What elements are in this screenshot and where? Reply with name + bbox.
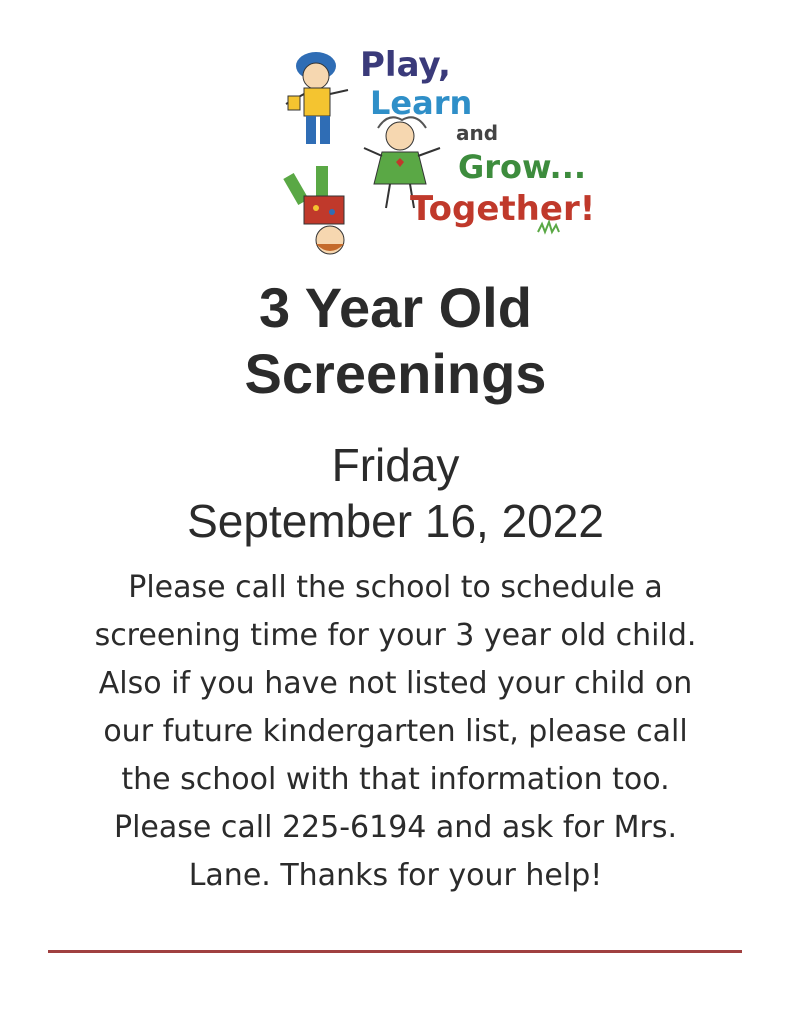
body-line: Please call 225-6194 and ask for Mrs. xyxy=(113,810,677,845)
event-date: September 16, 2022 xyxy=(187,495,604,547)
title-line-1: 3 Year Old xyxy=(259,276,532,339)
title-line-2: Screenings xyxy=(244,342,547,405)
body-line: Lane. Thanks for your help! xyxy=(188,858,603,893)
logo-word-together: Together! xyxy=(410,189,596,229)
boy-figure-icon xyxy=(286,52,348,144)
event-day: Friday xyxy=(331,439,460,491)
logo-word-learn: Learn xyxy=(370,84,473,122)
logo-word-and: and xyxy=(456,121,499,145)
body-line: screening time for your 3 year old child. xyxy=(94,618,697,653)
logo-word-play: Play, xyxy=(360,45,451,85)
body-line: our future kindergarten list, please call xyxy=(103,714,688,749)
body-line: Also if you have not listed your child on xyxy=(98,666,693,701)
body-line: Please call the school to schedule a xyxy=(128,570,663,605)
logo-word-grow: Grow... xyxy=(458,148,587,186)
body-paragraph xyxy=(40,564,751,900)
upside-down-child-icon xyxy=(283,166,344,254)
play-learn-grow-logo xyxy=(268,36,640,258)
footer-divider xyxy=(48,950,742,953)
body-line: the school with that information too. xyxy=(121,762,670,797)
